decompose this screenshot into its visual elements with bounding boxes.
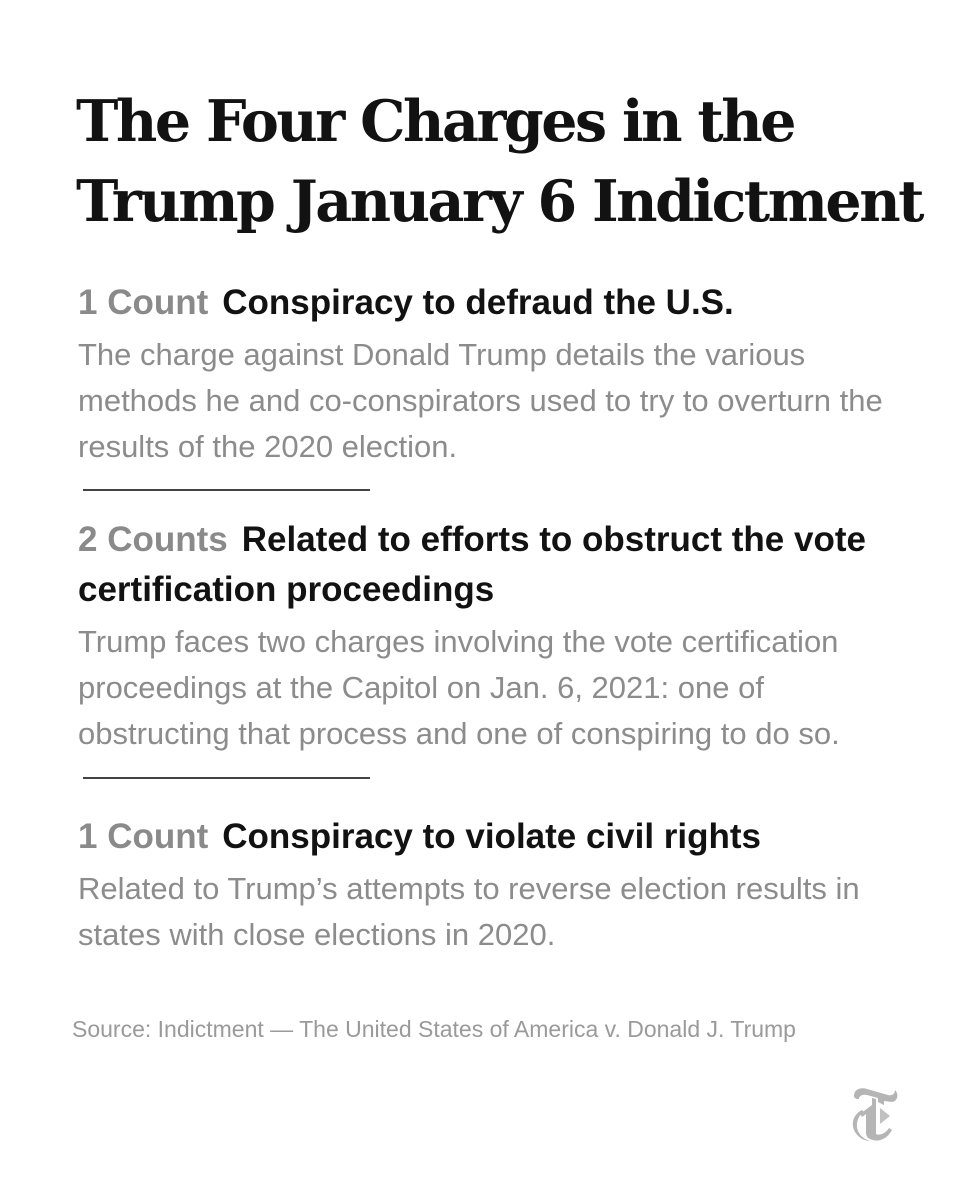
charge-heading [78, 515, 918, 615]
charge-count: 1 Count [78, 283, 209, 322]
charge-description: Related to Trump’s attempts to reverse election results in states with close elections in 2020. [78, 871, 860, 952]
charge-description: The charge against Donald Trump details the various methods he and co-conspirators used to try to overturn the results of the 2020 election. [78, 337, 883, 464]
section-divider [83, 489, 370, 491]
charge-count: 2 Counts [78, 520, 228, 559]
charge-title: Related to efforts to obstruct the vote certification proceedings [78, 520, 866, 609]
charge-item-obstruct [78, 515, 918, 757]
charge-item-civil-rights [78, 812, 918, 958]
section-divider [83, 777, 370, 779]
nyt-t-logo-icon [848, 1086, 900, 1144]
charge-item-defraud [78, 278, 918, 470]
charge-count: 1 Count [78, 817, 209, 856]
source-note: Source: Indictment — The United States of America v. Donald J. Trump [72, 1016, 796, 1042]
charge-title: Conspiracy to defraud the U.S. [222, 283, 734, 322]
page-title: The Four Charges in the Trump January 6 Indictment [76, 88, 922, 235]
charge-heading [78, 812, 918, 862]
charge-description: Trump faces two charges involving the vote certification proceedings at the Capitol on Jan. 6, 2021: one of obstructing that process and one of conspiring to do so. [78, 624, 840, 751]
charge-title: Conspiracy to violate civil rights [222, 817, 762, 856]
charge-heading [78, 278, 918, 328]
